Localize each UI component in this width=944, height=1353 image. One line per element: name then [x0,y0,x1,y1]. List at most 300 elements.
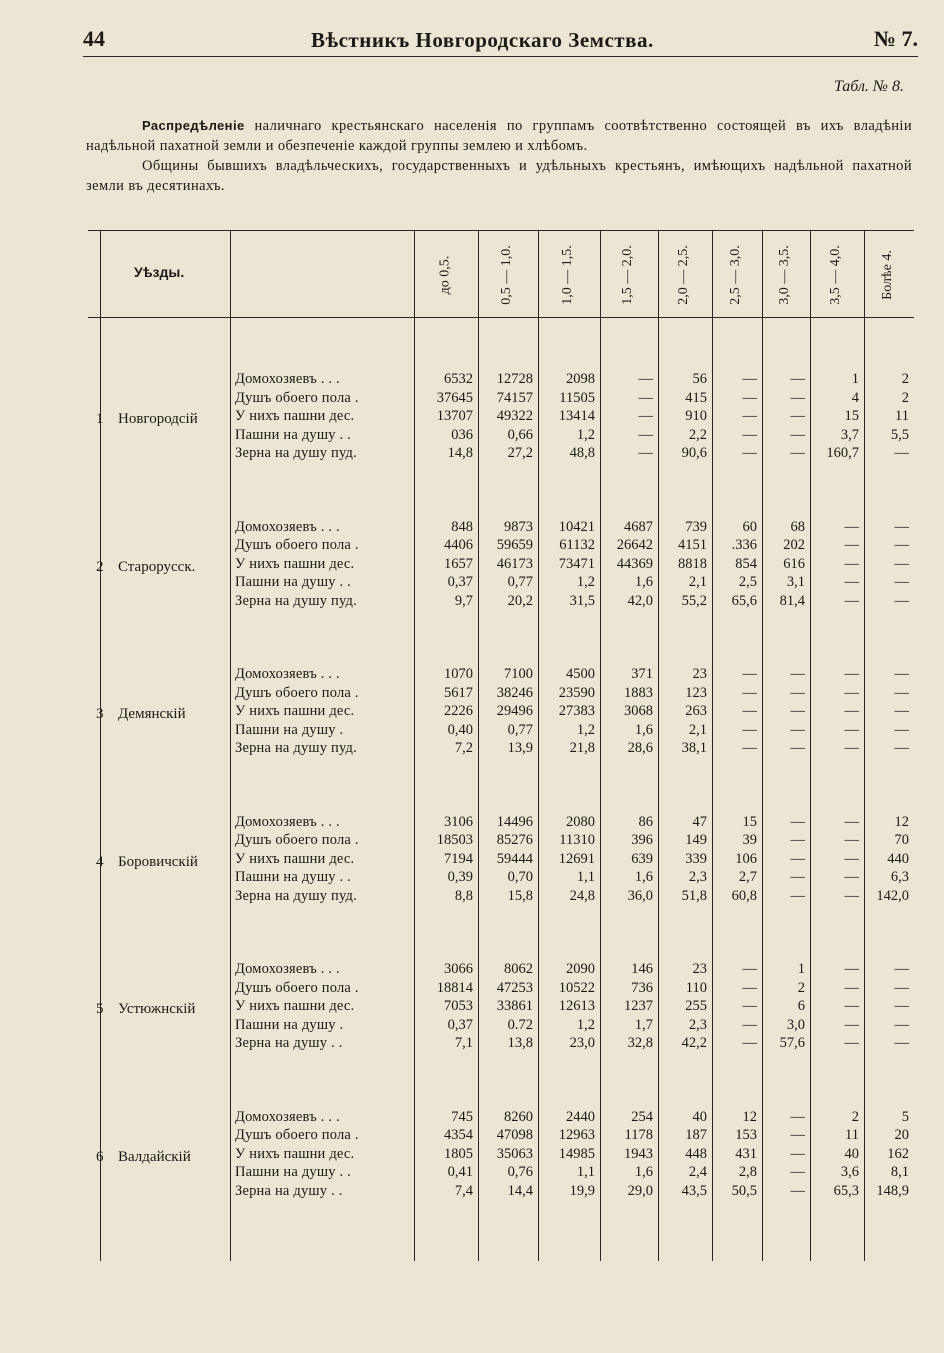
table-cell: — [844,518,859,535]
table-cell: 2,3 [688,869,707,885]
table-cell: 8,8 [454,887,473,904]
table-row [88,980,914,998]
table-cell: 43,5 [681,1182,707,1199]
table-row [88,851,914,869]
row-label: Пашни на душу . . [235,426,351,443]
table-cell: 46173 [496,555,533,572]
table-row [88,537,914,555]
table-cell: 19,9 [569,1182,595,1199]
column-header [481,239,533,311]
table-cell: — [844,869,859,885]
page-number: 44 [83,26,105,51]
table-cell: 396 [631,832,653,848]
journal-title: Вѣстникъ Новгородскаго Земства. [311,28,654,52]
table-cell: — [844,721,859,738]
table-cell: — [844,555,859,572]
table-cell: 48,8 [569,445,595,461]
table-cell: 7194 [444,850,473,867]
table-cell: 2,5 [738,574,757,590]
table-cell: — [844,537,859,553]
row-label: Пашни на душу . [235,721,344,738]
caption-line-1 [86,116,912,156]
table-row [88,593,914,611]
table-cell: 8,1 [890,1164,909,1180]
table-row [88,1035,914,1053]
table-cell: 1178 [624,1127,653,1143]
row-label: Душъ обоего пола . [235,389,359,406]
row-label: Домохозяевъ . . . [235,1108,340,1125]
table-cell: 1,6 [634,574,653,590]
table-cell: 415 [685,389,707,406]
table-cell: 2226 [444,703,473,719]
table-cell: 0,77 [507,721,533,738]
table-cell: — [894,1035,909,1051]
table-cell: 65,3 [833,1182,859,1199]
table-cell: 1070 [444,666,473,682]
table-cell: — [790,832,805,848]
table-cell: 2 [901,371,909,387]
table-cell: 1,2 [576,426,595,443]
table-cell: 90,6 [681,445,707,461]
row-label: Душъ обоего пола . [235,832,359,848]
table-cell: 21,8 [569,740,595,756]
table-cell: 848 [451,518,473,535]
table-cell: — [638,389,653,406]
uezd-number: 1 [96,411,104,427]
table-cell: — [894,592,909,609]
table-cell: — [742,426,757,443]
table-cell: 0,70 [507,869,533,885]
table-cell: 202 [783,537,805,553]
table-cell: 2,7 [738,869,757,885]
table-cell: 81,4 [779,592,805,609]
table-cell: 10421 [558,518,595,535]
row-label: У нихъ пашни дес. [235,850,355,867]
table-cell: — [742,666,757,682]
row-label: Зерна на душу пуд. [235,592,357,609]
table-row [88,1127,914,1145]
table-cell: 254 [631,1108,653,1125]
row-label: У нихъ пашни дес. [235,703,355,719]
table-cell: 2,3 [688,1016,707,1033]
table-cell: 51,8 [681,887,707,904]
table-cell: 3106 [444,813,473,830]
table-cell: 40 [844,1145,859,1162]
table-cell: — [894,740,909,756]
column-header [602,239,654,311]
table-cell: .336 [731,537,757,553]
table-row [88,814,914,832]
table-cell: 23 [692,666,707,682]
table-cell: 36,0 [627,887,653,904]
table-row [88,1017,914,1035]
table-cell: 59444 [496,850,533,867]
table-cell: 1,6 [634,721,653,738]
table-cell: 142,0 [876,887,909,904]
table-header-row [88,231,914,318]
table-cell: 14985 [558,1145,595,1162]
table-cell: 60 [742,518,757,535]
table-cell: 854 [735,555,757,572]
table-cell: 14,8 [447,445,473,461]
uezd-group [88,519,914,619]
table-cell: 60,8 [731,887,757,904]
row-label: Зерна на душу пуд. [235,740,357,756]
table-cell: — [790,684,805,701]
row-label: Зерна на душу пуд. [235,445,357,461]
table-cell: 12 [742,1108,757,1125]
uezd-group [88,666,914,766]
column-header [658,239,710,311]
table-row [88,574,914,592]
column-header [810,239,862,311]
table-cell: 0,41 [447,1164,473,1180]
uezd-name: Боровичскій [118,853,198,870]
table-cell: 27,2 [507,445,533,461]
table-cell: 1657 [444,555,473,572]
table-cell: 56 [692,371,707,387]
column-header-label: 3,0 — 3,5. [777,245,792,305]
table-cell: 2098 [566,371,595,387]
table-cell: 8818 [678,555,707,572]
table-cell: 4354 [444,1127,473,1143]
table-cell: — [894,666,909,682]
table-cell: — [790,389,805,406]
table-cell: — [844,740,859,756]
table-cell: 6,3 [890,869,909,885]
table-cell: 8260 [504,1108,533,1125]
table-cell: 187 [685,1127,707,1143]
uezd-group [88,961,914,1061]
table-cell: 23,0 [569,1035,595,1051]
table-cell: 70 [894,832,909,848]
table-cell: — [894,998,909,1014]
table-cell: 123 [685,684,707,701]
table-cell: 1 [851,371,859,387]
data-table [88,230,914,1261]
table-cell: 5617 [444,684,473,701]
table-cell: 4406 [444,537,473,553]
table-cell: 1,1 [576,1164,595,1180]
table-cell: 23590 [558,684,595,701]
table-cell: 2,4 [688,1164,707,1180]
table-cell: — [894,703,909,719]
table-cell: 33861 [496,998,533,1014]
table-cell: — [844,1016,859,1033]
column-header-label: Болѣе 4. [880,250,895,300]
table-cell: 85276 [496,832,533,848]
table-cell: 28,6 [627,740,653,756]
table-cell: — [844,961,859,977]
table-row [88,666,914,684]
table-cell: 1,2 [576,574,595,590]
table-cell: — [844,813,859,830]
table-cell: 110 [685,979,707,996]
table-cell: 42,2 [681,1035,707,1051]
table-cell: 35063 [496,1145,533,1162]
table-cell: 2,2 [688,426,707,443]
table-cell: — [790,1182,805,1199]
table-cell: 2440 [566,1108,595,1125]
row-label: Душъ обоего пола . [235,1127,359,1143]
table-cell: — [790,1145,805,1162]
table-cell: 0,39 [447,869,473,885]
table-cell: 14496 [496,813,533,830]
row-label: Душъ обоего пола . [235,979,359,996]
table-cell: 10522 [558,979,595,996]
table-row [88,703,914,721]
uezd-group [88,1109,914,1209]
caption-text: наличнаго крестьянскаго населенія по группамъ соотвѣтственно состоящей въ ихъ владѣніи надѣльной пахатной земли и обезпеченіе каждой группы землею и хлѣбомъ. [86,118,912,154]
uezd-group [88,814,914,914]
table-cell: 3,7 [840,426,859,443]
table-row [88,869,914,887]
uezd-number: 2 [96,558,104,575]
table-cell: 7100 [504,666,533,682]
table-row [88,1183,914,1201]
table-cell: 1883 [624,684,653,701]
table-cell: 27383 [558,703,595,719]
table-cell: 0.72 [507,1016,533,1033]
table-cell: — [742,389,757,406]
table-cell: 18503 [436,832,473,848]
table-cell: 68 [790,518,805,535]
table-cell: 73471 [558,555,595,572]
table-cell: 55,2 [681,592,707,609]
table-cell: — [894,555,909,572]
table-cell: 616 [783,555,805,572]
table-cell: — [742,371,757,387]
table-cell: 61132 [559,537,595,553]
table-cell: 12963 [558,1127,595,1143]
table-cell: — [790,721,805,738]
table-caption [86,116,912,196]
table-cell: — [844,1035,859,1051]
column-header-label: до 0,5. [437,255,452,295]
issue-number: № 7. [873,26,918,51]
uezd-name: Новгородсій [118,411,198,427]
table-cell: — [790,1127,805,1143]
table-cell: 2 [901,389,909,406]
table-cell: — [742,703,757,719]
table-cell: — [742,721,757,738]
column-header-label: 1,5 — 2,0. [620,245,635,305]
table-row [88,1146,914,1164]
table-cell: 13414 [558,408,595,424]
table-cell: 38,1 [681,740,707,756]
table-cell: — [790,408,805,424]
table-cell: 47253 [496,979,533,996]
table-cell: — [790,666,805,682]
row-label: У нихъ пашни дес. [235,555,355,572]
table-row [88,961,914,979]
table-cell: 12691 [558,850,595,867]
table-cell: — [894,721,909,738]
table-row [88,371,914,389]
table-cell: — [790,887,805,904]
table-cell: 29496 [496,703,533,719]
table-row [88,740,914,758]
table-cell: 24,8 [569,887,595,904]
table-cell: 11 [895,408,909,424]
table-cell: 146 [631,961,653,977]
table-cell: 47098 [496,1127,533,1143]
table-cell: 0,77 [507,574,533,590]
table-cell: — [790,1164,805,1180]
column-header-label: 2,0 — 2,5. [676,245,691,305]
table-row [88,888,914,906]
uezd-number: 3 [96,706,104,722]
table-cell: 1805 [444,1145,473,1162]
table-cell: 38246 [496,684,533,701]
table-cell: 15,8 [507,887,533,904]
table-cell: 2 [851,1108,859,1125]
row-label: Зерна на душу . . [235,1035,343,1051]
table-cell: 0,66 [507,426,533,443]
table-cell: 13,9 [507,740,533,756]
table-cell: 6 [797,998,805,1014]
row-label: Домохозяевъ . . . [235,518,340,535]
table-cell: — [894,518,909,535]
column-header-label: 0,5 — 1,0. [499,245,514,305]
column-header [759,239,811,311]
row-label: Пашни на душу . . [235,574,351,590]
column-header-label: 2,5 — 3,0. [728,245,743,305]
table-cell: 148,9 [876,1182,909,1199]
table-cell: 44369 [616,555,653,572]
table-cell: 37645 [436,389,473,406]
table-row [88,722,914,740]
table-cell: 42,0 [627,592,653,609]
table-cell: 910 [685,408,707,424]
table-cell: 13707 [436,408,473,424]
table-cell: 3,6 [840,1164,859,1180]
table-cell: 4151 [678,537,707,553]
uezd-number: 5 [96,1001,104,1017]
table-cell: — [894,684,909,701]
table-cell: 86 [638,813,653,830]
table-cell: 7,1 [454,1035,473,1051]
uezd-name: Демянскій [118,706,186,722]
table-cell: — [638,426,653,443]
table-cell: — [742,998,757,1014]
table-cell: — [790,850,805,867]
table-cell: 23 [692,961,707,977]
table-cell: 2,8 [738,1164,757,1180]
row-label: Пашни на душу . [235,1016,344,1033]
uezd-name: Старорусск. [118,558,196,575]
table-cell: 11310 [559,832,595,848]
table-cell: — [844,666,859,682]
table-cell: — [844,684,859,701]
table-cell: — [742,1016,757,1033]
table-cell: 255 [685,998,707,1014]
row-label: У нихъ пашни дес. [235,998,355,1014]
table-cell: 371 [631,666,653,682]
table-row [88,519,914,537]
uezd-group [88,371,914,471]
table-cell: — [844,592,859,609]
table-cell: — [894,1016,909,1033]
table-cell: 12728 [496,371,533,387]
table-row [88,408,914,426]
page-header [83,24,918,57]
table-row [88,556,914,574]
uezd-number: 4 [96,853,104,870]
table-cell: — [742,979,757,996]
table-cell: 4687 [624,518,653,535]
table-cell: 20,2 [507,592,533,609]
table-cell: 59659 [496,537,533,553]
table-cell: 7053 [444,998,473,1014]
table-cell: 40 [692,1108,707,1125]
table-cell: — [844,832,859,848]
table-cell: — [742,408,757,424]
row-label: Душъ обоего пола . [235,537,359,553]
uezd-number: 6 [96,1148,104,1165]
table-cell: — [894,574,909,590]
table-cell: — [790,426,805,443]
table-cell: 57,6 [779,1035,805,1051]
table-cell: 736 [631,979,653,996]
row-label: Пашни на душу . . [235,869,351,885]
table-cell: 12 [894,813,909,830]
table-cell: 1943 [624,1145,653,1162]
row-label: Душъ обоего пола . [235,684,359,701]
table-cell: 1,7 [634,1016,653,1033]
table-cell: — [894,445,909,461]
table-cell: 3,1 [786,574,805,590]
table-cell: 036 [451,426,473,443]
table-row [88,445,914,463]
table-cell: 65,6 [731,592,757,609]
row-label: Зерна на душу . . [235,1182,343,1199]
table-row [88,1109,914,1127]
table-cell: 3066 [444,961,473,977]
column-header-label: 3,5 — 4,0. [828,245,843,305]
table-cell: 20 [894,1127,909,1143]
table-cell: 0,76 [507,1164,533,1180]
table-cell: — [638,445,653,461]
table-cell: 11 [845,1127,859,1143]
table-cell: 32,8 [627,1035,653,1051]
table-cell: — [742,1035,757,1051]
table-row [88,1164,914,1182]
uezd-name: Валдайскій [118,1148,191,1165]
table-cell: 8062 [504,961,533,977]
table-cell: — [844,703,859,719]
table-cell: 31,5 [569,592,595,609]
row-label: У нихъ пашни дес. [235,1145,355,1162]
table-cell: 2,1 [688,574,707,590]
row-label: Домохозяевъ . . . [235,371,340,387]
table-cell: 0,37 [447,574,473,590]
table-cell: 448 [685,1145,707,1162]
table-cell: 153 [735,1127,757,1143]
table-cell: 9,7 [454,592,473,609]
table-cell: 6532 [444,371,473,387]
table-label: Табл. № 8. [833,78,904,95]
caption-lead: Распредѣленіе [142,118,245,133]
column-header-label: 1,0 — 1,5. [560,245,575,305]
table-cell: — [638,408,653,424]
uezd-column-header: Уѣзды. [134,264,185,280]
table-cell: — [790,445,805,461]
uezd-name: Устюжнскій [118,1001,196,1017]
table-cell: 9873 [504,518,533,535]
table-cell: 162 [887,1145,909,1162]
table-cell: — [742,445,757,461]
